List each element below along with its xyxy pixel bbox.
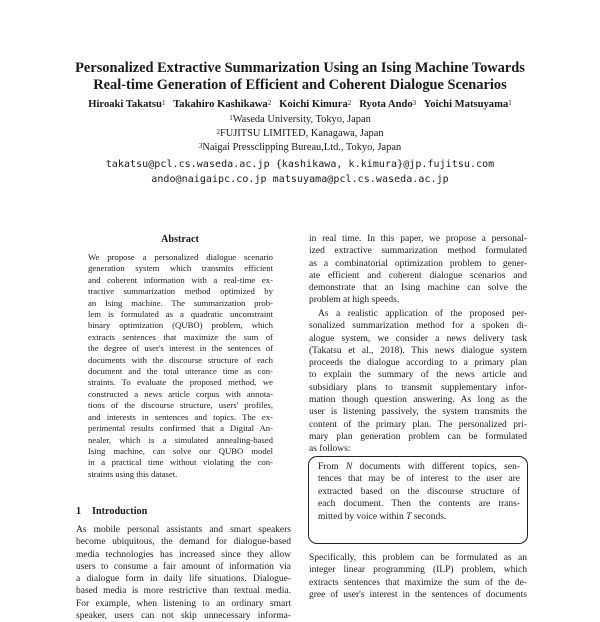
author-name: Ryota Ando (359, 99, 413, 110)
author-name: Yoichi Matsuyama (423, 99, 509, 110)
body-line: to explain the summary of the news article and (309, 370, 527, 381)
body-line: in real time. In this paper, we propose a personal- (309, 234, 527, 244)
body-line: As mobile personal assistants and smart speakers (76, 525, 291, 535)
abstract-line: an Ising machine. The summarization prob- (88, 297, 273, 308)
body-line: users to consume a fair amount of information via (76, 561, 291, 572)
abstract-line: in a practical time without violating the con- (88, 457, 273, 468)
body-line: as follows: (309, 444, 351, 455)
body-line: as a combinatorial optimization problem to gener- (309, 258, 527, 269)
abstract-line: straints using this dataset. (88, 468, 178, 479)
abstract-line: documents with the discourse structure of each (88, 354, 273, 365)
abstract-line: extracts sentences that maximize the sum of (88, 331, 273, 342)
box-line: tences that may be of interest to the user are (318, 474, 520, 485)
section-title: Introduction (92, 506, 148, 517)
affiliation-text: FUJITSU LIMITED, Kanagawa, Japan (219, 128, 384, 139)
abstract-line: and interests in sentences and topics. The ex- (88, 411, 273, 422)
body-line: problem at high speeds. (309, 295, 400, 306)
paper-title (40, 60, 560, 94)
body-line: ized extractive summarization method formulated (309, 246, 527, 257)
abstract-line: We propose a personalized dialogue scenario (88, 252, 273, 262)
body-line: sonalized summarization method for a spoken di- (309, 321, 527, 332)
box-variable: T (406, 511, 412, 522)
author-affiliation-mark: 2 (267, 99, 272, 107)
box-text: mitted by voice within (318, 511, 407, 522)
body-line: Specifically, this problem can be formulated as an (309, 553, 527, 563)
abstract-line: and coherent information with a real-time ex- (88, 274, 273, 285)
body-line: media technologies has increased since they allow (76, 549, 291, 560)
body-line: integer linear programming (ILP) problem, which (309, 565, 527, 576)
box-text: seconds. (411, 511, 447, 522)
section-number: 1 (76, 506, 82, 517)
author-affiliation-mark: 1 (508, 99, 512, 107)
body-line: based media is more restrictive than textual media. (76, 586, 291, 597)
body-line: As a realistic application of the proposed per- (318, 309, 527, 319)
abstract-line: the degree of user's interest in the sentences of (88, 343, 273, 354)
body-line: mation though question answering. As long as the (309, 395, 527, 406)
affiliation (30, 141, 570, 154)
author-list (30, 98, 570, 111)
author-name: Hiroaki Takatsu (88, 99, 162, 110)
affiliation (30, 127, 570, 140)
abstract-line: Ising machine, can solve our QUBO model (88, 445, 273, 456)
abstract-line: straints. To evaluate the proposed method, we (88, 377, 273, 388)
abstract-line: tions of the discourse structure, users' profiles, (88, 400, 273, 411)
box-line: extracted based on the discourse structure of (318, 486, 520, 497)
body-line: user is listening passively, the system transmits the (309, 407, 527, 418)
body-line: alogue system, we consider a news delivery task (309, 333, 527, 344)
box-text: From (318, 462, 346, 472)
affiliation-text: Waseda University, Tokyo, Japan (232, 114, 371, 125)
body-line: (Takatsu et al., 2018). This news dialogue system (309, 345, 527, 356)
abstract-line: perimental results confirmed that a Digital An- (88, 423, 273, 434)
abstract-body (88, 252, 273, 480)
affiliation-mark: 1 (229, 114, 233, 122)
abstract-heading: Abstract (161, 234, 199, 245)
abstract-line: generation system which transmits efficient (88, 263, 273, 274)
abstract-line: constructed a news article corpus with annota- (88, 388, 273, 399)
body-line: mary plan generation problem can be formulated (309, 431, 527, 442)
body-line: proceeds the dialogue according to a primary plan (309, 358, 527, 369)
abstract-line: lem is formulated as a quadratic unconstraint (88, 309, 273, 320)
right-column-paragraph-1 (309, 233, 527, 307)
affiliation (30, 113, 570, 126)
title-line-1: Personalized Extractive Summarization Using an Ising Machine Towards (75, 60, 525, 76)
email-line[interactable]: takatsu@pcl.cs.waseda.ac.jp {kashikawa, k.kimura}@jp.fujitsu.com (105, 159, 495, 170)
introduction-body (76, 524, 291, 622)
affiliation-text: Naigai Pressclipping Bureau,Ltd., Tokyo, Japan (202, 142, 402, 153)
author-name: Koichi Kimura (279, 99, 348, 110)
body-line: a dialogue form in daily life situations. Dialogue- (76, 574, 291, 585)
body-line: ate efficient and coherent dialogue scenarios and (309, 270, 527, 281)
abstract-line: document and the total utterance time as con- (88, 366, 273, 377)
affiliation-mark: 2 (216, 128, 220, 136)
box-line: each document. Then the contents are trans- (318, 499, 520, 510)
right-column-paragraph-3 (309, 552, 527, 601)
box-line (318, 511, 520, 523)
body-line: become ubiquitous, the demand for dialogue-based (76, 537, 291, 548)
body-line: demonstrate that an Ising machine can solve the (309, 283, 527, 294)
body-line: For example, when listening to an ordinary smart (76, 598, 291, 609)
right-column-paragraph-2 (309, 308, 527, 456)
email-line[interactable]: ando@naigaipc.co.jp matsuyama@pcl.cs.waseda.ac.jp (151, 174, 449, 185)
author-name: Takahiro Kashikawa (173, 99, 268, 110)
body-line: subsidiary plans to transmit supplementary infor- (309, 382, 527, 393)
box-line (318, 461, 520, 473)
title-line-2: Real-time Generation of Efficient and Coherent Dialogue Scenarios (93, 77, 507, 93)
body-line: content of the primary plan. The personalized pri- (309, 419, 527, 430)
affiliation-mark: 3 (198, 142, 203, 150)
author-affiliation-mark: 2 (347, 99, 352, 107)
box-text: documents with different topics, sen- (352, 462, 520, 472)
body-line: gree of user's interest in the sentences of documents (309, 589, 527, 600)
author-affiliation-mark: 1 (161, 99, 166, 107)
body-line: extracts sentences that maximize the sum of the de- (309, 577, 527, 588)
problem-definition-text (318, 461, 520, 523)
author-affiliation-mark: 3 (412, 99, 417, 107)
body-line: speaker, users can not skip unnecessary informa- (76, 611, 291, 622)
abstract-line: binary optimization (QUBO) problem, which (88, 320, 273, 331)
abstract-line: nealer, which is a simulated annealing-based (88, 434, 273, 445)
section-heading-introduction (76, 506, 147, 517)
abstract-line: tractive summarization method optimized by (88, 286, 273, 297)
box-variable: N (345, 462, 353, 472)
